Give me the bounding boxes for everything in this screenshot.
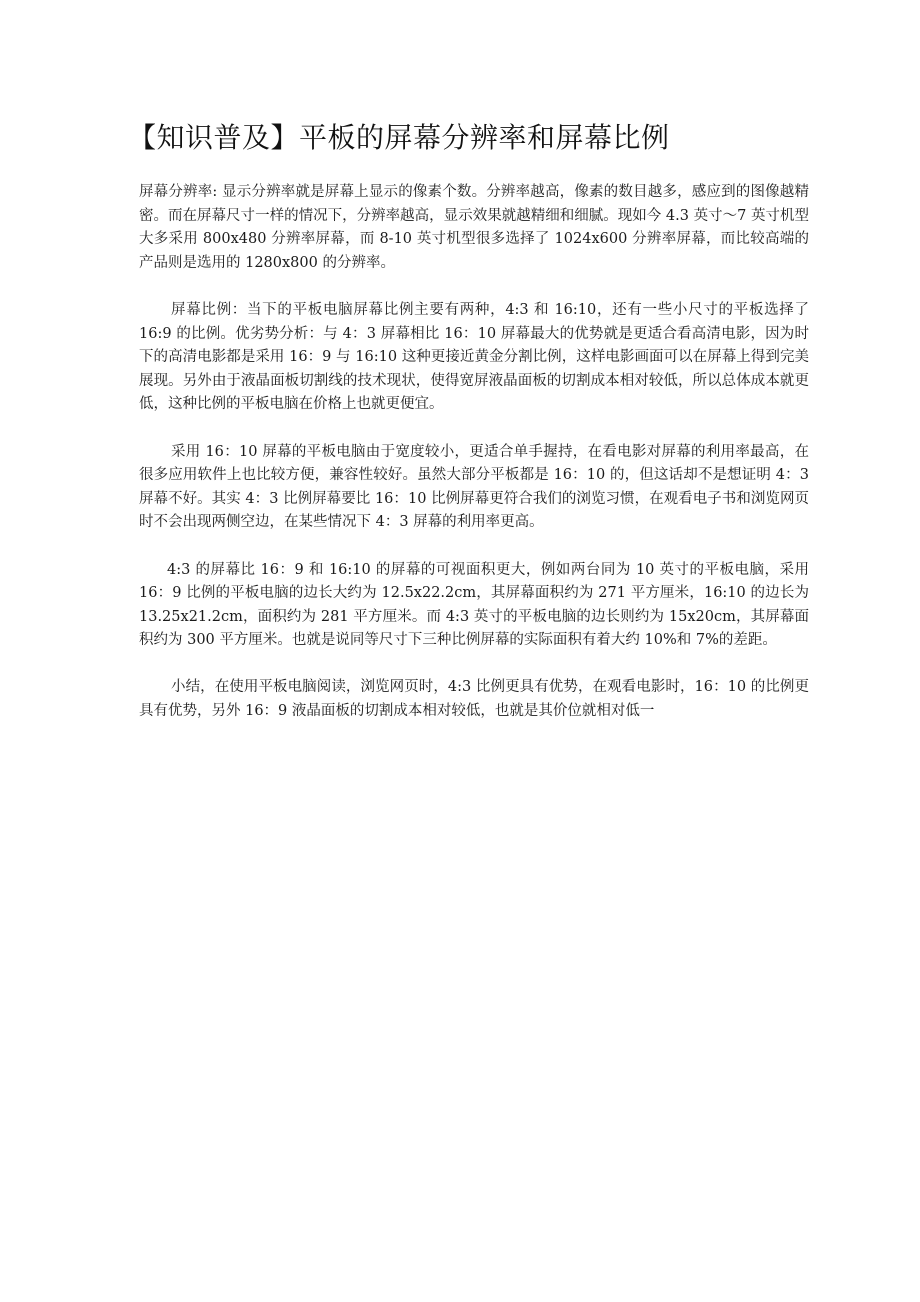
paragraph-area-comparison: 4:3 的屏幕比 16：9 和 16:10 的屏幕的可视面积更大，例如两台同为 10 英寸的平板电脑，采用 16：9 比例的平板电脑的边长大约为 12.5x22.2cm，其屏幕面积约为 271 平方厘米，16:10 的边长为 13.25x21.2cm，面积约为 281 平方厘米。而 4:3 英寸的平板电脑的边长则约为 15x20cm，其屏幕面积约为 300 平方厘米。也就是说同等尺寸下三种比例屏幕的实际面积有着大约 10%和 7%的差距。 <box>139 561 809 649</box>
paragraph-aspect-ratio: 屏幕比例：当下的平板电脑屏幕比例主要有两种，4:3 和 16:10，还有一些小尺寸的平板选择了 16:9 的比例。优劣势分析：与 4：3 屏幕相比 16：10 屏幕最大的优势就是更适合看高清电影，因为时下的高清电影都是采用 16：9 与 16:10 这种更接近黄金分割比例，这样电影画面可以在屏幕上得到完美展现。另外由于液晶面板切割线的技术现状，使得宽屏液晶面板的切割成本相对较低，所以总体成本就更低，这种比例的平板电脑在价格上也就更便宜。 <box>139 301 809 413</box>
document-body <box>139 181 809 747</box>
document-title: 【知识普及】平板的屏幕分辨率和屏幕比例 <box>128 121 670 154</box>
paragraph-resolution: 屏幕分辨率: 显示分辨率就是屏幕上显示的像素个数。分辨率越高，像素的数目越多，感应到的图像越精密。而在屏幕尺寸一样的情况下，分辨率越高，显示效果就越精细和细腻。现如今 4.3 英寸～7 英寸机型大多采用 800x480 分辨率屏幕，而 8-10 英寸机型很多选择了 1024x600 分辨率屏幕，而比较高端的产品则是选用的 1280x800 的分辨率。 <box>139 184 809 271</box>
paragraph-16-10-advantages: 采用 16：10 屏幕的平板电脑由于宽度较小，更适合单手握持，在看电影对屏幕的利用率最高，在很多应用软件上也比较方便，兼容性较好。虽然大部分平板都是 16：10 的，但这话却不是想证明 4：3 屏幕不好。其实 4：3 比例屏幕要比 16：10 比例屏幕更符合我们的浏览习惯，在观看电子书和浏览网页时不会出现两侧空边，在某些情况下 4：3 屏幕的利用率更高。 <box>139 443 809 531</box>
paragraph-summary: 小结，在使用平板电脑阅读，浏览网页时，4:3 比例更具有优势，在观看电影时，16：10 的比例更具有优势，另外 16：9 液晶面板的切割成本相对较低，也就是其价位就相对低一 <box>139 679 809 720</box>
